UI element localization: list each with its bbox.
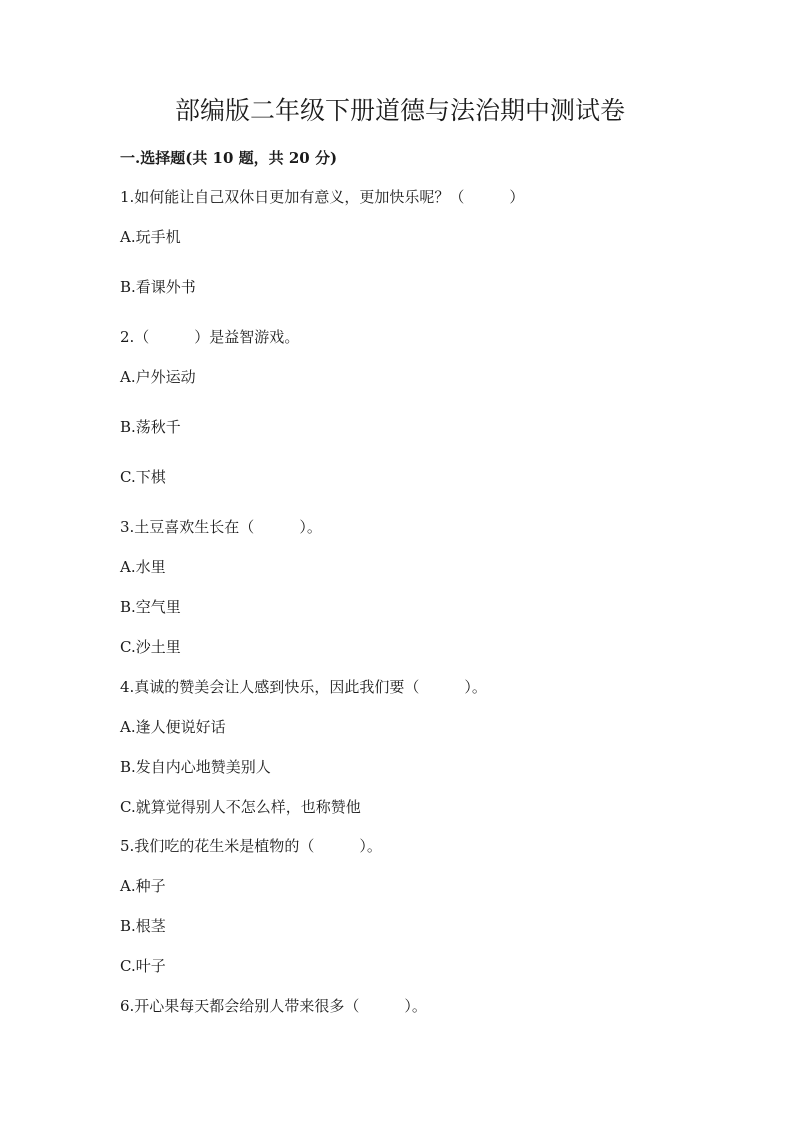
question-2-stem: 2.（ ）是益智游戏。 — [120, 328, 300, 346]
question-6-stem: 6.开心果每天都会给别人带来很多（ ）。 — [120, 997, 427, 1015]
question-4-option-c: C.就算觉得别人不怎么样，也称赞他 — [120, 798, 361, 816]
question-3-stem: 3.土豆喜欢生长在（ ）。 — [120, 518, 322, 536]
question-1-option-b: B.看课外书 — [120, 278, 196, 296]
question-4-option-b: B.发自内心地赞美别人 — [120, 758, 271, 776]
question-4-stem: 4.真诚的赞美会让人感到快乐，因此我们要（ ）。 — [120, 678, 487, 696]
question-3-option-c: C.沙土里 — [120, 638, 181, 656]
question-1-option-a: A.玩手机 — [120, 228, 181, 246]
question-5-option-b: B.根茎 — [120, 917, 166, 935]
question-4-option-a: A.逢人便说好话 — [120, 718, 226, 736]
question-3-option-b: B.空气里 — [120, 598, 181, 616]
question-2-option-c: C.下棋 — [120, 468, 166, 486]
question-5-option-c: C.叶子 — [120, 957, 166, 975]
question-5-option-a: A.种子 — [120, 877, 166, 895]
page-title: 部编版二年级下册道德与法治期中测试卷 — [174, 96, 625, 125]
question-2-option-b: B.荡秋千 — [120, 418, 181, 436]
question-3-option-a: A.水里 — [120, 558, 166, 576]
question-2-option-a: A.户外运动 — [120, 368, 196, 386]
question-5-stem: 5.我们吃的花生米是植物的（ ）。 — [120, 837, 382, 855]
section-heading: 一.选择题(共 10 题，共 20 分) — [120, 149, 338, 167]
question-1-stem: 1.如何能让自己双休日更加有意义，更加快乐呢？（ ） — [120, 188, 525, 206]
